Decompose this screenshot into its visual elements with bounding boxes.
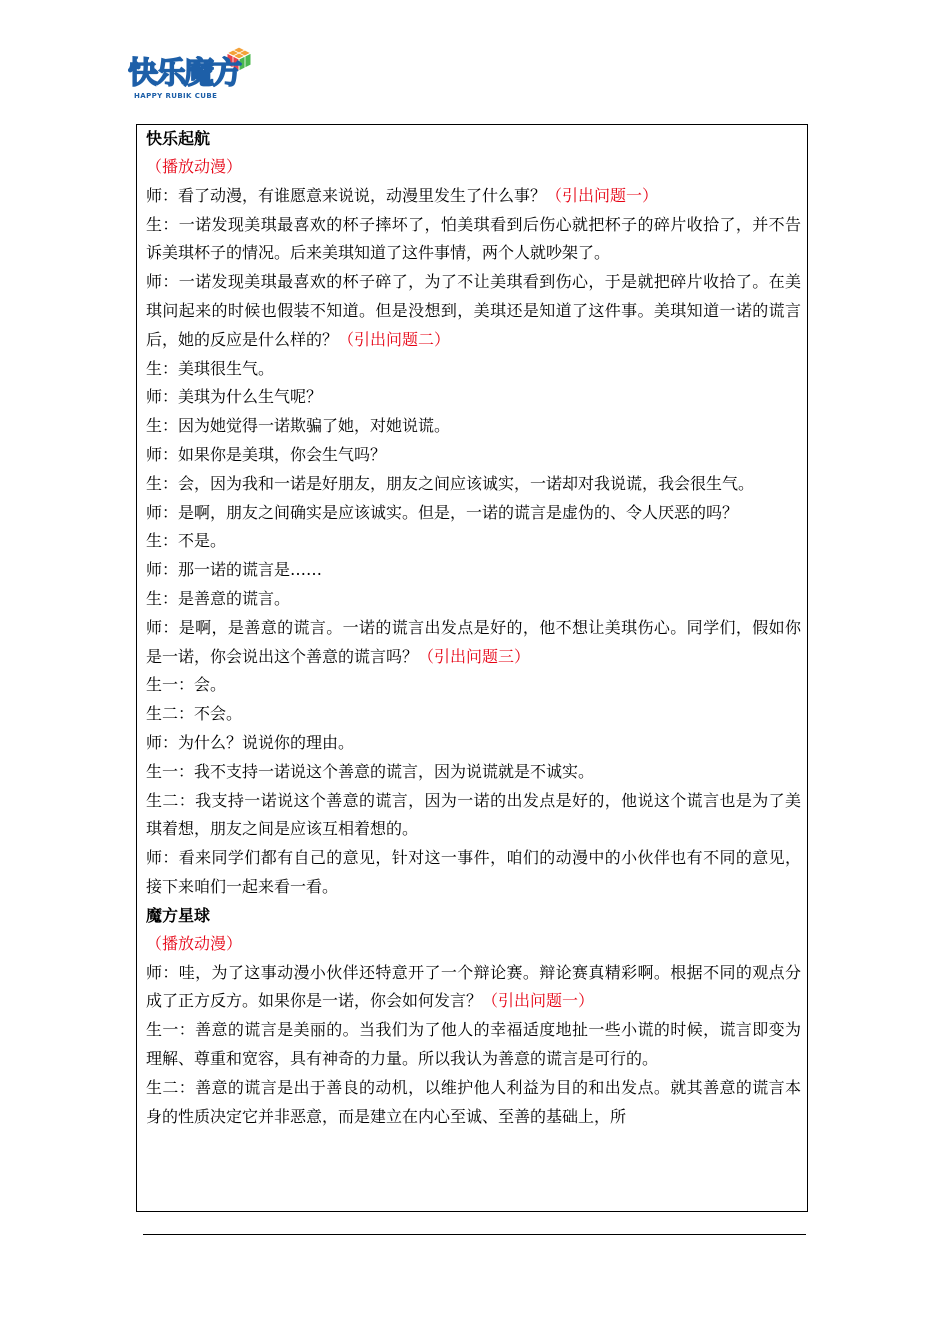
dialogue-line: 生二：我支持一诺说这个善意的谎言，因为一诺的出发点是好的，他说这个谎言也是为了美琪着想，朋友之间是应该互相着想的。 xyxy=(146,790,801,839)
lesson-table xyxy=(136,124,808,1212)
dialogue-line: 师：是啊，朋友之间确实是应该诚实。但是，一诺的谎言是虚伪的、令人厌恶的吗？ xyxy=(146,502,739,522)
dialogue-line: 师：哇，为了这事动漫小伙伴还特意开了一个辩论赛。辩论赛真精彩啊。根据不同的观点分成了正方反方。如果你是一诺，你会如何发言？（引出问题一） xyxy=(146,962,801,1011)
dialogue-line: 师：一诺发现美琪最喜欢的杯子碎了，为了不让美琪看到伤心，于是就把碎片收拾了。在美琪问起来的时候也假装不知道。但是没想到，美琪还是知道了这件事。美琪知道一诺的谎言后，她的反应是什么样的？（引出问题二） xyxy=(146,272,801,349)
dialogue-line: 师：看了动漫，有谁愿意来说说，动漫里发生了什么事？（引出问题一） xyxy=(146,185,659,205)
section-title-happy-launch: 快乐起航 xyxy=(146,129,211,148)
question-cue: （引出问题一） xyxy=(546,185,659,205)
dialogue-line: 生一：会。 xyxy=(146,675,227,695)
dialogue-line: 师：那一诺的谎言是…… xyxy=(146,560,323,580)
dialogue-line: 师：是啊，是善意的谎言。一诺的谎言出发点是好的，他不想让美琪伤心。同学们，假如你是一诺，你会说出这个善意的谎言吗？（引出问题三） xyxy=(146,617,801,666)
dialogue-line: 生：一诺发现美琪最喜欢的杯子摔坏了，怕美琪看到后伤心就把杯子的碎片收拾了，并不告诉美琪杯子的情况。后来美琪知道了这件事情，两个人就吵架了。 xyxy=(146,214,801,263)
dialogue-line: 生一：我不支持一诺说这个善意的谎言，因为说谎就是不诚实。 xyxy=(146,761,595,781)
question-cue: （引出问题二） xyxy=(338,329,451,349)
dialogue-line: 师：如果你是美琪，你会生气吗？ xyxy=(146,444,387,464)
dialogue-line: 生一：善意的谎言是美丽的。当我们为了他人的幸福适度地扯一些小谎的时候，谎言即变为理解、尊重和宽容，具有神奇的力量。所以我认为善意的谎言是可行的。 xyxy=(146,1020,801,1068)
play-animation-cue: （播放动漫） xyxy=(146,157,243,176)
brand-logo xyxy=(128,44,258,106)
dialogue-line: 师：为什么？说说你的理由。 xyxy=(146,732,355,752)
section-title-cube-planet: 魔方星球 xyxy=(146,905,211,925)
dialogue-line: 生：是善意的谎言。 xyxy=(146,588,291,608)
dialogue-line: 生：不是。 xyxy=(146,531,227,551)
question-cue: （引出问题三） xyxy=(418,646,531,666)
dialogue-line: 生：美琪很生气。 xyxy=(146,358,275,378)
dialogue-line: 师：美琪为什么生气呢？ xyxy=(146,387,323,407)
play-animation-cue: （播放动漫） xyxy=(146,933,243,953)
logo-subtitle: HAPPY RUBIK CUBE xyxy=(134,92,218,100)
dialogue-line: 生二：不会。 xyxy=(146,704,243,724)
question-cue: （引出问题一） xyxy=(482,991,595,1011)
lesson-content xyxy=(137,125,807,1131)
footer-divider xyxy=(143,1234,806,1235)
dialogue-line: 生：因为她觉得一诺欺骗了她，对她说谎。 xyxy=(146,416,451,436)
dialogue-line: 生二：善意的谎言是出于善良的动机，以维护他人利益为目的和出发点。就其善意的谎言本身的性质决定它并非恶意，而是建立在内心至诚、至善的基础上，所 xyxy=(146,1077,801,1126)
logo-text: 快乐魔方 xyxy=(128,56,240,91)
dialogue-line: 生：会，因为我和一诺是好朋友，朋友之间应该诚实，一诺却对我说谎，我会很生气。 xyxy=(146,473,755,493)
dialogue-line: 师：看来同学们都有自己的意见，针对这一事件，咱们的动漫中的小伙伴也有不同的意见，接下来咱们一起来看一看。 xyxy=(146,848,801,896)
